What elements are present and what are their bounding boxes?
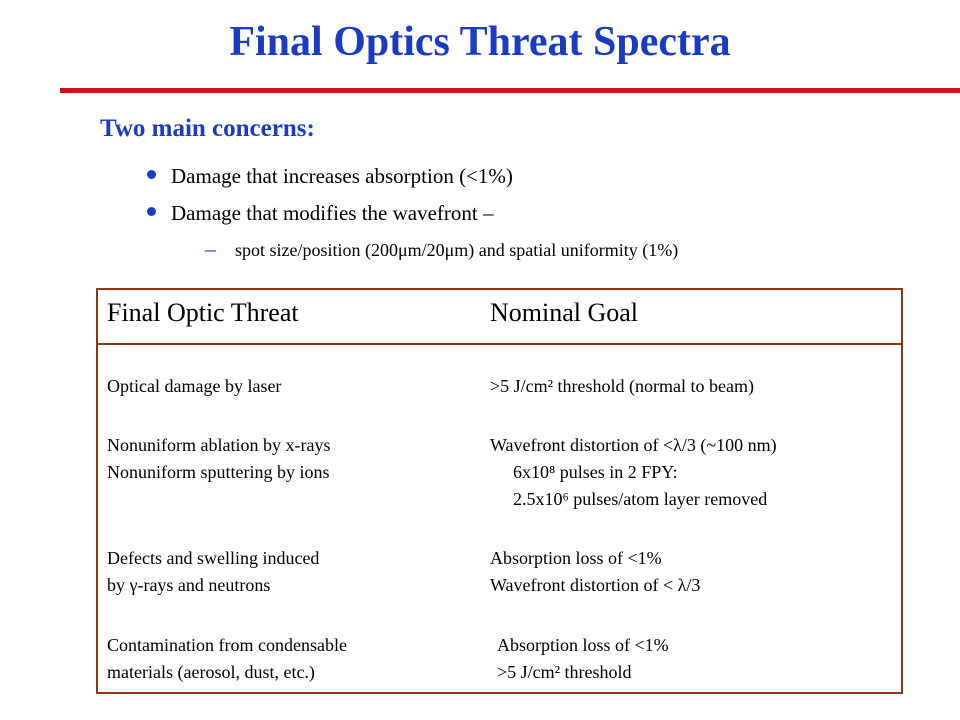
goal-cell: Absorption loss of <1%	[490, 548, 662, 568]
dash-icon: –	[205, 236, 216, 261]
column-header-goal: Nominal Goal	[490, 298, 639, 327]
bullet-dot-icon	[147, 207, 156, 216]
column-header-threat: Final Optic Threat	[107, 298, 299, 327]
bullet-dot-icon	[147, 170, 156, 179]
threat-cell: Optical damage by laser	[107, 376, 282, 396]
goal-cell: >5 J/cm² threshold	[497, 662, 632, 682]
threat-cell: Contamination from condensable	[107, 635, 347, 655]
goal-cell: Wavefront distortion of <λ/3 (~100 nm)	[490, 435, 777, 455]
concerns-heading: Two main concerns:	[100, 115, 315, 142]
goal-cell: >5 J/cm² threshold (normal to beam)	[490, 376, 754, 396]
threat-cell: by γ-rays and neutrons	[107, 575, 271, 595]
bullet-text: Damage that modifies the wavefront –	[171, 201, 494, 225]
threat-cell: materials (aerosol, dust, etc.)	[107, 662, 315, 682]
sub-bullet-text: spot size/position (200μm/20μm) and spatial uniformity (1%)	[235, 240, 679, 260]
threat-cell: Defects and swelling induced	[107, 548, 320, 568]
threat-table	[96, 288, 903, 694]
title-underline	[60, 88, 960, 93]
goal-cell: 6x10⁸ pulses in 2 FPY:	[513, 462, 678, 482]
goal-cell: 2.5x10⁶ pulses/atom layer removed	[513, 489, 768, 509]
sub-bullet	[205, 236, 679, 261]
slide-title: Final Optics Threat Spectra	[229, 19, 731, 65]
bullet-text: Damage that increases absorption (<1%)	[171, 164, 513, 188]
header-divider	[96, 343, 903, 345]
goal-cell: Absorption loss of <1%	[497, 635, 669, 655]
threat-cell: Nonuniform sputtering by ions	[107, 462, 330, 482]
goal-cell: Wavefront distortion of < λ/3	[490, 575, 701, 595]
threat-cell: Nonuniform ablation by x-rays	[107, 435, 331, 455]
